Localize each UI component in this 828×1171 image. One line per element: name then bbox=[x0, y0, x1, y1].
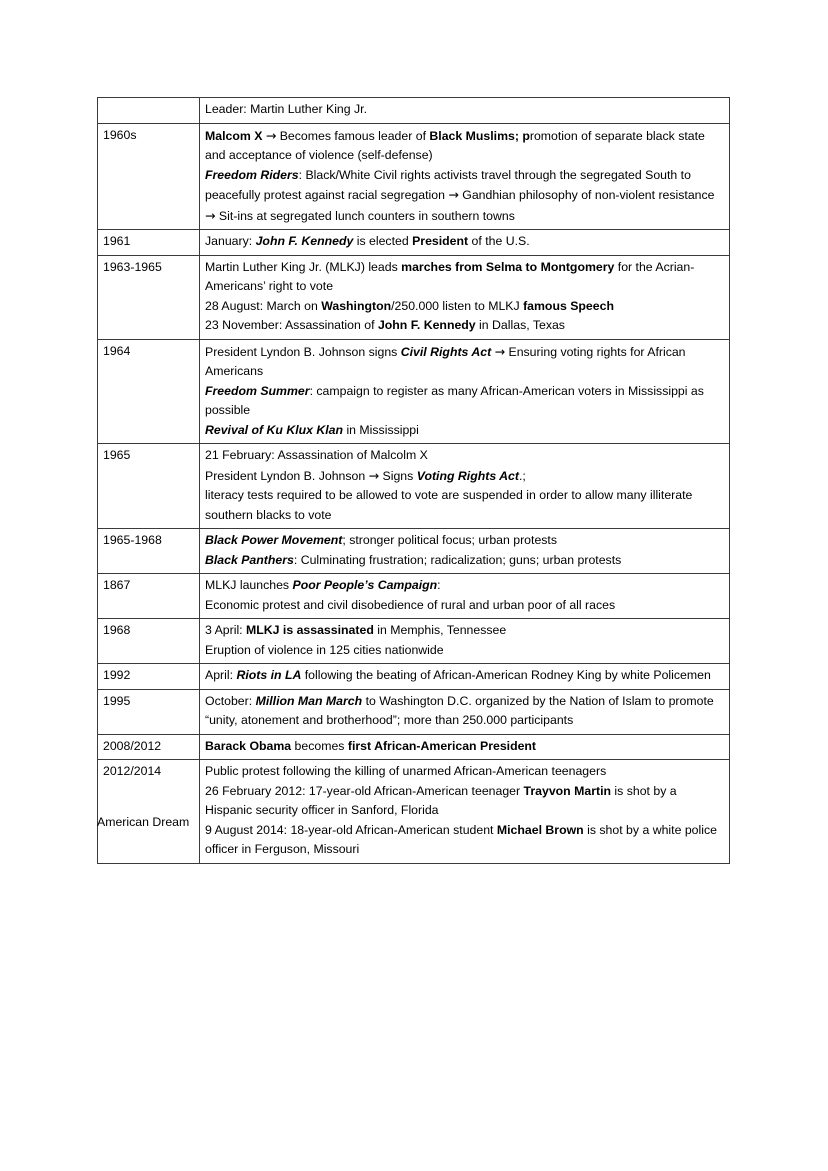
event-line bbox=[205, 126, 724, 166]
table-row bbox=[98, 619, 730, 664]
table-row bbox=[98, 123, 730, 230]
year-cell: 2008/2012 bbox=[98, 734, 200, 760]
table-row bbox=[98, 255, 730, 339]
event-cell bbox=[200, 689, 730, 734]
bold-italic-text: Voting Rights Act bbox=[416, 468, 519, 483]
plain-text: literacy tests required to be allowed to vote are suspended in order to allow many illiterate southern blacks to vote bbox=[205, 488, 693, 522]
event-line bbox=[205, 486, 724, 525]
plain-text: : campaign to register as many African-American voters in Mississippi as possible bbox=[205, 383, 704, 417]
bold-italic-text: Million Man March bbox=[255, 693, 363, 708]
year-cell: 1965 bbox=[98, 444, 200, 529]
plain-text: 26 February 2012: 17-year-old African-American teenager bbox=[205, 783, 524, 798]
bold-text: President bbox=[412, 234, 469, 248]
bold-text: Michael Brown bbox=[496, 822, 584, 837]
plain-text: /250.000 listen to MLKJ bbox=[391, 298, 524, 313]
plain-text: : Culminating frustration; radicalization; guns; urban protests bbox=[293, 552, 622, 567]
year-cell: 1867 bbox=[98, 574, 200, 619]
plain-text: : bbox=[437, 578, 441, 592]
plain-text: Sit-ins at segregated lunch counters in southern towns bbox=[215, 208, 515, 223]
plain-text: April: bbox=[205, 668, 237, 682]
plain-text: Signs bbox=[379, 468, 417, 483]
event-line bbox=[205, 641, 724, 661]
event-line bbox=[205, 258, 724, 297]
event-line bbox=[205, 466, 724, 487]
year-cell: 1995 bbox=[98, 689, 200, 734]
plain-text: January: bbox=[205, 234, 256, 248]
plain-text: 9 August 2014: 18-year-old African-American student bbox=[205, 822, 497, 837]
event-line bbox=[205, 232, 724, 252]
plain-text: MLKJ launches bbox=[205, 578, 293, 592]
plain-text: to Washington D.C. organized by the Nation of Islam to promote “unity, atonement and brotherhood”; more than 250.000 participants bbox=[205, 693, 714, 727]
event-line bbox=[205, 551, 724, 571]
table-row bbox=[98, 230, 730, 256]
civil-rights-timeline-table bbox=[97, 97, 730, 864]
event-line bbox=[205, 100, 724, 120]
plain-text: following the beating of African-American Rodney King by white Policemen bbox=[301, 668, 711, 682]
bold-text: Barack Obama bbox=[205, 738, 292, 753]
event-line bbox=[205, 737, 724, 757]
event-line bbox=[205, 446, 724, 466]
plain-text: Leader: Martin Luther King Jr. bbox=[205, 102, 367, 116]
plain-text: of the U.S. bbox=[468, 234, 530, 248]
plain-text: Becomes famous leader of bbox=[276, 128, 430, 143]
bold-text: marches from Selma to Montgomery bbox=[401, 259, 615, 274]
right-arrow-icon: → bbox=[265, 127, 277, 143]
event-line bbox=[205, 576, 724, 596]
plain-text: Gandhian philosophy of non-violent resistance bbox=[458, 188, 715, 202]
year-cell: 1960s bbox=[98, 123, 200, 230]
year-cell: 1961 bbox=[98, 230, 200, 256]
event-line bbox=[205, 421, 724, 441]
event-cell bbox=[200, 760, 730, 864]
event-line bbox=[205, 782, 724, 821]
event-line bbox=[205, 762, 724, 782]
plain-text: for the Acrian-Americans’ right to vote bbox=[205, 259, 695, 293]
event-cell bbox=[200, 230, 730, 256]
timeline-table-body bbox=[98, 98, 730, 864]
bold-italic-text: Riots in LA bbox=[236, 668, 302, 682]
table-row bbox=[98, 689, 730, 734]
footer-note: American Dream bbox=[97, 815, 190, 829]
bold-text: first African-American President bbox=[347, 738, 537, 753]
plain-text: ; stronger political focus; urban protests bbox=[342, 533, 557, 547]
plain-text: 21 February: Assassination of Malcolm X bbox=[205, 448, 428, 462]
plain-text: in Mississippi bbox=[343, 422, 419, 437]
event-cell bbox=[200, 574, 730, 619]
plain-text: President Lyndon B. Johnson signs bbox=[205, 344, 401, 359]
event-line bbox=[205, 316, 724, 336]
plain-text: Economic protest and civil disobedience of rural and urban poor of all races bbox=[205, 597, 616, 612]
table-row bbox=[98, 339, 730, 444]
event-line bbox=[205, 166, 724, 227]
plain-text: : Black/White Civil rights activists travel through the segregated South to peacefully protest against racial segregation bbox=[205, 167, 691, 202]
plain-text: in Dallas, Texas bbox=[475, 318, 565, 332]
bold-italic-text: Civil Rights Act bbox=[400, 344, 492, 359]
year-cell: 1992 bbox=[98, 664, 200, 690]
plain-text: romotion of separate black state and acceptance of violence (self-defense) bbox=[205, 128, 705, 162]
bold-italic-text: Poor People’s Campaign bbox=[292, 578, 438, 592]
event-line bbox=[205, 821, 724, 860]
event-line bbox=[205, 666, 724, 686]
event-line bbox=[205, 382, 724, 421]
plain-text: Public protest following the killing of unarmed African-American teenagers bbox=[205, 764, 607, 778]
bold-italic-text: Revival of Ku Klux Klan bbox=[205, 422, 344, 437]
plain-text: in Memphis, Tennessee bbox=[373, 623, 507, 637]
right-arrow-icon: → bbox=[448, 187, 459, 202]
plain-text: Martin Luther King Jr. (MLKJ) leads bbox=[205, 259, 402, 274]
table-row bbox=[98, 664, 730, 690]
event-cell bbox=[200, 339, 730, 444]
bold-text: John F. Kennedy bbox=[377, 318, 476, 332]
plain-text: becomes bbox=[291, 738, 348, 753]
bold-text: famous Speech bbox=[523, 298, 614, 313]
plain-text: is shot by a white police officer in Ferguson, Missouri bbox=[205, 822, 717, 856]
event-cell bbox=[200, 529, 730, 574]
table-row bbox=[98, 574, 730, 619]
right-arrow-icon: → bbox=[494, 343, 506, 359]
plain-text: 23 November: Assassination of bbox=[205, 318, 378, 332]
table-row bbox=[98, 529, 730, 574]
event-cell bbox=[200, 444, 730, 529]
year-cell: 1964 bbox=[98, 339, 200, 444]
plain-text: 3 April: bbox=[205, 623, 247, 637]
year-cell: 1968 bbox=[98, 619, 200, 664]
bold-text: Washington bbox=[321, 298, 392, 313]
right-arrow-icon: → bbox=[368, 467, 380, 483]
bold-italic-text: Black Panthers bbox=[205, 552, 294, 567]
event-cell bbox=[200, 98, 730, 124]
plain-text: Eruption of violence in 125 cities nationwide bbox=[205, 642, 444, 657]
bold-text: Malcom X bbox=[205, 128, 266, 143]
plain-text: .; bbox=[518, 468, 526, 483]
plain-text: 28 August: March on bbox=[205, 298, 322, 313]
year-cell: 2012/2014 bbox=[98, 760, 200, 864]
table-row bbox=[98, 760, 730, 864]
event-cell bbox=[200, 664, 730, 690]
plain-text: President Lyndon B. Johnson bbox=[205, 468, 369, 483]
table-row bbox=[98, 98, 730, 124]
event-line bbox=[205, 342, 724, 382]
event-cell bbox=[200, 255, 730, 339]
event-line bbox=[205, 692, 724, 731]
table-row bbox=[98, 444, 730, 529]
bold-text: Black Muslims; p bbox=[429, 128, 530, 143]
right-arrow-icon: → bbox=[205, 207, 216, 223]
bold-italic-text: Freedom Summer bbox=[205, 383, 310, 398]
event-line bbox=[205, 297, 724, 317]
plain-text: Ensuring voting rights for African Americans bbox=[205, 344, 686, 378]
bold-italic-text: Black Power Movement bbox=[205, 533, 343, 547]
bold-text: Trayvon Martin bbox=[523, 783, 611, 798]
plain-text: October: bbox=[205, 693, 256, 708]
event-cell bbox=[200, 734, 730, 760]
year-cell bbox=[98, 98, 200, 124]
plain-text: is shot by a Hispanic security officer in Sanford, Florida bbox=[205, 783, 677, 817]
bold-text: MLKJ is assassinated bbox=[246, 623, 374, 637]
event-line bbox=[205, 596, 724, 616]
bold-italic-text: Freedom Riders bbox=[205, 167, 299, 182]
event-line bbox=[205, 531, 724, 551]
event-cell bbox=[200, 619, 730, 664]
year-cell: 1965-1968 bbox=[98, 529, 200, 574]
table-row bbox=[98, 734, 730, 760]
event-line bbox=[205, 621, 724, 641]
event-cell bbox=[200, 123, 730, 230]
bold-italic-text: John F. Kennedy bbox=[255, 234, 354, 248]
plain-text: is elected bbox=[353, 234, 413, 248]
year-cell: 1963-1965 bbox=[98, 255, 200, 339]
